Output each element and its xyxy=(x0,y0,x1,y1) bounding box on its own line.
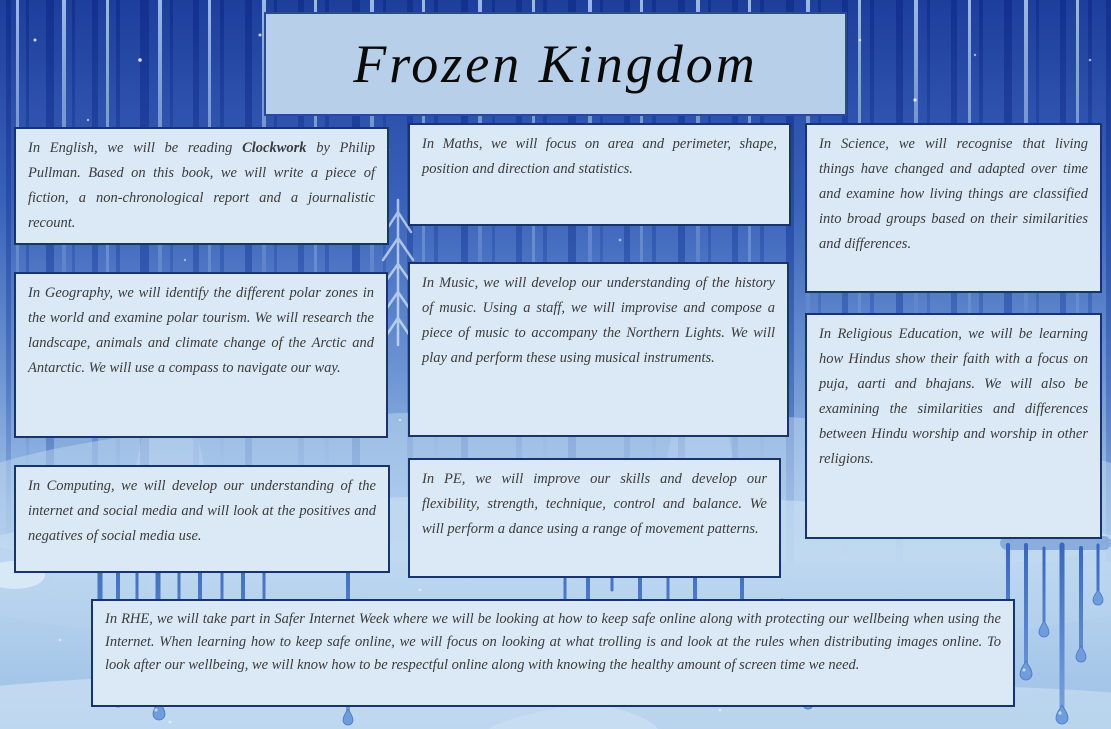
title-box xyxy=(264,12,847,116)
subject-box-science xyxy=(805,123,1102,293)
english-text-suffix: by Philip Pullman. Based on this book, we will write a piece of fiction, a non-chronological report and a journalistic recount. xyxy=(28,140,375,231)
subject-box-geography xyxy=(14,272,388,438)
subject-box-rhe xyxy=(91,599,1015,707)
subject-box-music xyxy=(408,262,789,437)
subject-box-computing xyxy=(14,465,390,573)
subject-text-pe: In PE, we will improve our skills and develop our flexibility, strength, technique, control and balance. We will perform a dance using a range of movement patterns. xyxy=(422,471,767,537)
subject-text-english xyxy=(28,136,375,236)
subject-text-music: In Music, we will develop our understanding of the history of music. Using a staff, we will improvise and compose a piece of music to accompany the Northern Lights. We will play and perform these using musical instruments. xyxy=(422,275,775,366)
subject-box-religious-education xyxy=(805,313,1102,539)
subject-text-rhe: In RHE, we will take part in Safer Internet Week where we will be looking at how to keep safe online along with protecting our wellbeing when using the Internet. When learning how to keep safe online, we will focus on looking at what trolling is and look at the rules when distributing images online. To look after our wellbeing, we will know how to be respectful online along with knowing the healthy amount of screen time we need. xyxy=(105,611,1001,673)
poster-title: Frozen Kingdom xyxy=(353,34,758,94)
subject-box-pe xyxy=(408,458,781,578)
english-text-prefix: In English, we will be reading xyxy=(28,140,243,156)
subject-text-geography: In Geography, we will identify the different polar zones in the world and examine polar tourism. We will research the landscape, animals and climate change of the Arctic and Antarctic. We will use a compass to navigate our way. xyxy=(28,285,374,376)
subject-box-english xyxy=(14,127,389,245)
book-title: Clockwork xyxy=(242,140,307,156)
subject-text-computing: In Computing, we will develop our understanding of the internet and social media and will look at the positives and negatives of social media use. xyxy=(28,478,376,544)
subject-text-religious-education: In Religious Education, we will be learning how Hindus show their faith with a focus on puja, aarti and bhajans. We will also be examining the similarities and differences between Hindu worship and worship in other religions. xyxy=(819,326,1088,467)
subject-text-science: In Science, we will recognise that living things have changed and adapted over time and examine how living things are classified into broad groups based on their similarities and differences. xyxy=(819,136,1088,252)
subject-text-maths: In Maths, we will focus on area and perimeter, shape, position and direction and statistics. xyxy=(422,136,777,177)
subject-box-maths xyxy=(408,123,791,226)
